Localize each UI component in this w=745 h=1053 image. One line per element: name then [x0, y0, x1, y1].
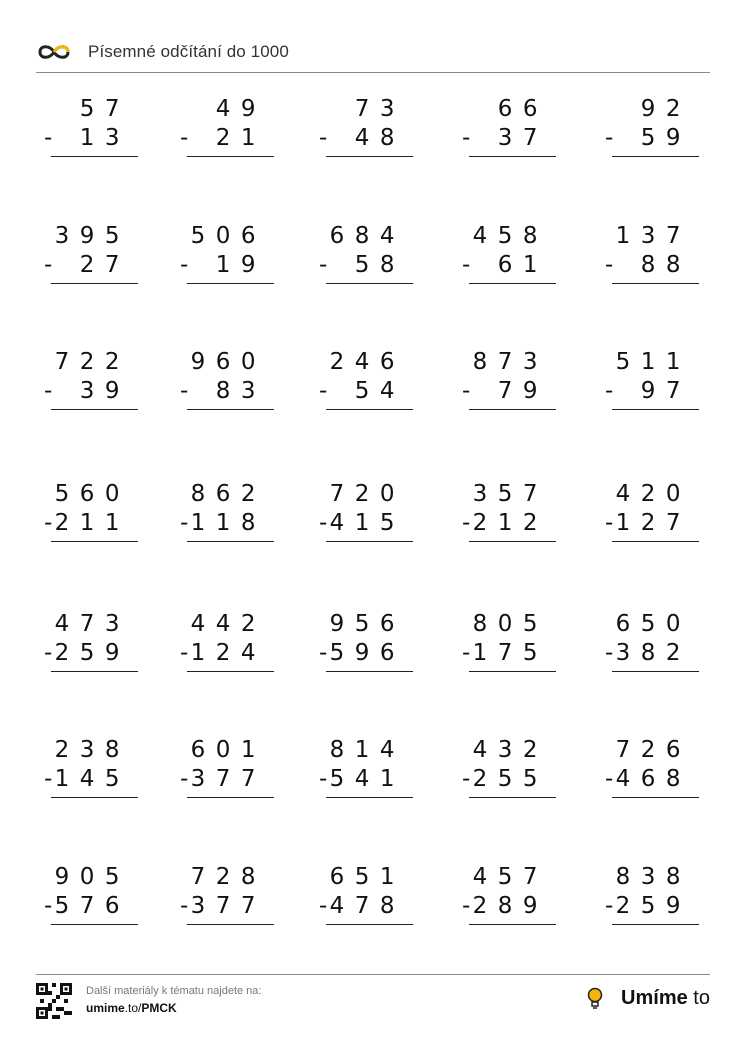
- minuend: 458: [472, 223, 548, 249]
- subtraction-problem: [603, 864, 699, 928]
- minuend: 49: [215, 96, 266, 122]
- result-line: [326, 924, 413, 925]
- lightbulb-icon: [586, 987, 604, 1011]
- minuend: 726: [615, 737, 691, 763]
- result-line: [326, 156, 413, 157]
- minuend: 905: [54, 864, 130, 890]
- result-line: [187, 671, 274, 672]
- minuend: 395: [54, 223, 130, 249]
- subtrahend: 377: [190, 893, 266, 919]
- subtrahend: 37: [497, 125, 548, 151]
- brand-name: Umíme to: [621, 987, 710, 1009]
- subtraction-problem: [460, 223, 556, 287]
- subtraction-problem: [42, 611, 138, 675]
- subtrahend: 576: [54, 893, 130, 919]
- subtraction-problem: [42, 737, 138, 801]
- result-line: [187, 283, 274, 284]
- problem-grid: [36, 96, 710, 991]
- subtraction-problem: [42, 96, 138, 160]
- subtraction-problem: [603, 737, 699, 801]
- minuend: 650: [615, 611, 691, 637]
- subtraction-problem: [460, 349, 556, 413]
- subtrahend: 145: [54, 766, 130, 792]
- result-line: [187, 541, 274, 542]
- minuend: 560: [54, 481, 130, 507]
- result-line: [469, 409, 556, 410]
- minus-sign: -: [180, 125, 189, 151]
- subtrahend: 21: [215, 125, 266, 151]
- subtrahend: 59: [640, 125, 691, 151]
- subtrahend: 83: [215, 378, 266, 404]
- minus-sign: -: [319, 766, 328, 792]
- minus-sign: -: [180, 640, 189, 666]
- problem-row: [36, 864, 710, 991]
- result-line: [51, 671, 138, 672]
- minus-sign: -: [180, 510, 189, 536]
- minuend: 246: [329, 349, 405, 375]
- subtrahend: 541: [329, 766, 405, 792]
- qr-code-icon: [36, 983, 72, 1019]
- minuend: 357: [472, 481, 548, 507]
- subtrahend: 255: [472, 766, 548, 792]
- subtrahend: 212: [472, 510, 548, 536]
- minuend: 432: [472, 737, 548, 763]
- minus-sign: -: [605, 378, 614, 404]
- subtraction-problem: [460, 737, 556, 801]
- subtrahend: 124: [190, 640, 266, 666]
- minuend: 956: [329, 611, 405, 637]
- minuend: 442: [190, 611, 266, 637]
- result-line: [326, 283, 413, 284]
- result-line: [469, 671, 556, 672]
- minus-sign: -: [319, 893, 328, 919]
- result-line: [326, 671, 413, 672]
- subtrahend: 88: [640, 252, 691, 278]
- subtrahend: 478: [329, 893, 405, 919]
- minuend: 511: [615, 349, 691, 375]
- minus-sign: -: [462, 125, 471, 151]
- minus-sign: -: [605, 766, 614, 792]
- subtrahend: 211: [54, 510, 130, 536]
- subtraction-problem: [178, 96, 274, 160]
- subtrahend: 377: [190, 766, 266, 792]
- subtrahend: 127: [615, 510, 691, 536]
- minus-sign: -: [180, 893, 189, 919]
- subtraction-problem: [603, 481, 699, 545]
- problem-row: [36, 481, 710, 611]
- minuend: 473: [54, 611, 130, 637]
- subtrahend: 27: [79, 252, 130, 278]
- minus-sign: -: [44, 252, 53, 278]
- minus-sign: -: [319, 252, 328, 278]
- result-line: [187, 797, 274, 798]
- minus-sign: -: [180, 252, 189, 278]
- minuend: 684: [329, 223, 405, 249]
- minus-sign: -: [462, 640, 471, 666]
- subtrahend: 13: [79, 125, 130, 151]
- subtraction-problem: [178, 223, 274, 287]
- subtraction-problem: [317, 96, 413, 160]
- subtrahend: 259: [615, 893, 691, 919]
- subtraction-problem: [178, 611, 274, 675]
- minuend: 238: [54, 737, 130, 763]
- subtraction-problem: [317, 737, 413, 801]
- result-line: [612, 283, 699, 284]
- subtraction-problem: [603, 223, 699, 287]
- result-line: [51, 797, 138, 798]
- minus-sign: -: [44, 640, 53, 666]
- page-footer: [36, 974, 710, 1025]
- subtraction-problem: [603, 349, 699, 413]
- subtraction-problem: [42, 223, 138, 287]
- subtraction-problem: [42, 349, 138, 413]
- subtrahend: 19: [215, 252, 266, 278]
- subtrahend: 175: [472, 640, 548, 666]
- minuend: 838: [615, 864, 691, 890]
- problem-row: [36, 611, 710, 737]
- problem-row: [36, 223, 710, 349]
- minus-sign: -: [462, 893, 471, 919]
- subtraction-problem: [460, 481, 556, 545]
- subtrahend: 48: [354, 125, 405, 151]
- minuend: 862: [190, 481, 266, 507]
- result-line: [612, 671, 699, 672]
- result-line: [187, 924, 274, 925]
- subtraction-problem: [178, 864, 274, 928]
- footer-link[interactable]: umime.to/PMCK: [86, 1001, 177, 1015]
- subtrahend: 415: [329, 510, 405, 536]
- subtrahend: 118: [190, 510, 266, 536]
- minuend: 73: [354, 96, 405, 122]
- result-line: [51, 924, 138, 925]
- minuend: 873: [472, 349, 548, 375]
- result-line: [469, 541, 556, 542]
- subtraction-problem: [317, 611, 413, 675]
- minus-sign: -: [180, 766, 189, 792]
- subtrahend: 468: [615, 766, 691, 792]
- minus-sign: -: [462, 766, 471, 792]
- subtrahend: 79: [497, 378, 548, 404]
- subtrahend: 596: [329, 640, 405, 666]
- minuend: 92: [640, 96, 691, 122]
- minuend: 722: [54, 349, 130, 375]
- minus-sign: -: [605, 510, 614, 536]
- infinity-logo-icon: [36, 42, 72, 62]
- result-line: [326, 409, 413, 410]
- subtraction-problem: [317, 223, 413, 287]
- result-line: [612, 409, 699, 410]
- subtraction-problem: [460, 96, 556, 160]
- minuend: 66: [497, 96, 548, 122]
- minus-sign: -: [605, 893, 614, 919]
- minus-sign: -: [44, 125, 53, 151]
- subtrahend: 54: [354, 378, 405, 404]
- footer-more-text: Další materiály k tématu najdete na:: [86, 985, 262, 997]
- subtraction-problem: [42, 481, 138, 545]
- result-line: [326, 797, 413, 798]
- result-line: [326, 541, 413, 542]
- minus-sign: -: [462, 252, 471, 278]
- minuend: 728: [190, 864, 266, 890]
- result-line: [469, 283, 556, 284]
- minus-sign: -: [462, 510, 471, 536]
- minus-sign: -: [605, 125, 614, 151]
- minus-sign: -: [605, 252, 614, 278]
- result-line: [612, 924, 699, 925]
- problem-row: [36, 96, 710, 223]
- subtraction-problem: [178, 481, 274, 545]
- result-line: [469, 924, 556, 925]
- minuend: 960: [190, 349, 266, 375]
- minus-sign: -: [44, 893, 53, 919]
- minuend: 651: [329, 864, 405, 890]
- minuend: 805: [472, 611, 548, 637]
- subtrahend: 259: [54, 640, 130, 666]
- result-line: [469, 156, 556, 157]
- subtraction-problem: [42, 864, 138, 928]
- subtraction-problem: [317, 349, 413, 413]
- result-line: [612, 541, 699, 542]
- minus-sign: -: [605, 640, 614, 666]
- subtrahend: 97: [640, 378, 691, 404]
- result-line: [51, 283, 138, 284]
- subtrahend: 61: [497, 252, 548, 278]
- subtraction-problem: [317, 864, 413, 928]
- minuend: 457: [472, 864, 548, 890]
- minuend: 814: [329, 737, 405, 763]
- subtrahend: 58: [354, 252, 405, 278]
- result-line: [469, 797, 556, 798]
- minus-sign: -: [44, 378, 53, 404]
- minus-sign: -: [44, 766, 53, 792]
- subtrahend: 39: [79, 378, 130, 404]
- problem-row: [36, 737, 710, 864]
- minuend: 720: [329, 481, 405, 507]
- page-title: Písemné odčítání do 1000: [88, 42, 289, 61]
- minus-sign: -: [319, 125, 328, 151]
- subtrahend: 289: [472, 893, 548, 919]
- minus-sign: -: [319, 640, 328, 666]
- minuend: 137: [615, 223, 691, 249]
- result-line: [187, 409, 274, 410]
- subtraction-problem: [317, 481, 413, 545]
- minuend: 420: [615, 481, 691, 507]
- result-line: [51, 409, 138, 410]
- subtrahend: 382: [615, 640, 691, 666]
- minus-sign: -: [180, 378, 189, 404]
- minus-sign: -: [44, 510, 53, 536]
- result-line: [612, 156, 699, 157]
- result-line: [612, 797, 699, 798]
- subtraction-problem: [178, 737, 274, 801]
- minus-sign: -: [462, 378, 471, 404]
- minus-sign: -: [319, 510, 328, 536]
- result-line: [51, 156, 138, 157]
- subtraction-problem: [178, 349, 274, 413]
- minuend: 57: [79, 96, 130, 122]
- page-header: [36, 38, 710, 73]
- minus-sign: -: [319, 378, 328, 404]
- problem-row: [36, 349, 710, 481]
- subtraction-problem: [460, 864, 556, 928]
- minuend: 601: [190, 737, 266, 763]
- result-line: [51, 541, 138, 542]
- subtraction-problem: [603, 96, 699, 160]
- subtraction-problem: [460, 611, 556, 675]
- minuend: 506: [190, 223, 266, 249]
- result-line: [187, 156, 274, 157]
- subtraction-problem: [603, 611, 699, 675]
